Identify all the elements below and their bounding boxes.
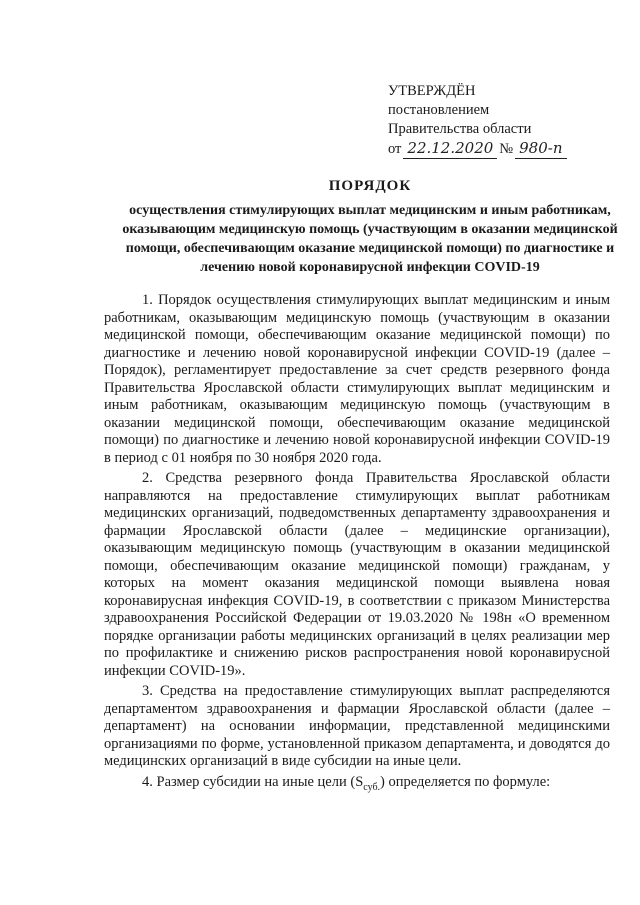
approval-line-2: Правительства области: [388, 121, 532, 137]
formula-prefix: 4. Размер субсидии на иные цели (S: [142, 773, 364, 790]
handwritten-number: 980-п: [515, 139, 566, 159]
approval-date-number: [388, 139, 628, 159]
formula-subscript: суб.: [363, 781, 381, 793]
date-prefix: от: [388, 141, 402, 157]
paragraph-4: [104, 774, 610, 796]
document-body: [104, 292, 610, 799]
title-block: [120, 178, 620, 277]
paragraph-3: 3. Средства на предоставление стимулирующих выплат распределяются департаментом здравоохранения и фармации Ярославской области (далее – департамент) на основании информации, представленной медицинскими организациями по форме, установленной приказом департамента, и доводятся до медицинских организаций в виде субсидии на иные цели.: [104, 683, 610, 769]
handwritten-date: 22.12.2020: [403, 139, 497, 159]
approval-line-1: постановлением: [388, 102, 490, 118]
document-title: ПОРЯДОК: [328, 178, 412, 194]
approval-heading: УТВЕРЖДЁН: [388, 83, 476, 99]
approval-stamp: [388, 82, 628, 159]
paragraph-2: 2. Средства резервного фонда Правительства Ярославской области направляются на предоставление стимулирующих выплат работникам медицинских организаций, подведомственных департаменту здравоохранения и фармации Ярославской области (далее – медицинские организации), оказывающим медицинскую помощь (участвующим в оказании медицинской помощи, обеспечивающим оказание медицинской помощи) гражданам, у которых на момент оказания медицинской помощи выявлена новая коронавирусная инфекция COVID-19, в соответствии с приказом Министерства здравоохранения Российской Федерации от 19.03.2020 № 198н «О временном порядке организации работы медицинских организаций в целях реализации мер по профилактике и снижению рисков распространения новой коронавирусной инфекции COVID-19».: [104, 470, 610, 679]
paragraph-1: 1. Порядок осуществления стимулирующих выплат медицинским и иным работникам, оказывающим медицинскую помощь (участвующим в оказании медицинской помощи, обеспечивающим оказание медицинской помощи) по диагностике и лечению новой коронавирусной инфекции COVID-19 (далее – Порядок), регламентирует предоставление за счет средств резервного фонда Правительства Ярославской области стимулирующих выплат медицинским и иным работникам, оказывающим медицинскую помощь (участвующим в оказании медицинской помощи, обеспечивающим оказание медицинской помощи) по диагностике и лечению новой коронавирусной инфекции COVID-19 в период с 01 ноября по 30 ноября 2020 года.: [104, 292, 610, 466]
document-subtitle: осуществления стимулирующих выплат медицинским и иным работникам, оказывающим медицинскую помощь (участвующим в оказании медицинской помощи, обеспечивающим оказание медицинской помощи) по диагностике и лечению новой коронавирусной инфекции COVID-19: [122, 203, 618, 275]
number-prefix: №: [499, 141, 514, 157]
formula-suffix: ) определяется по формуле:: [380, 773, 551, 790]
